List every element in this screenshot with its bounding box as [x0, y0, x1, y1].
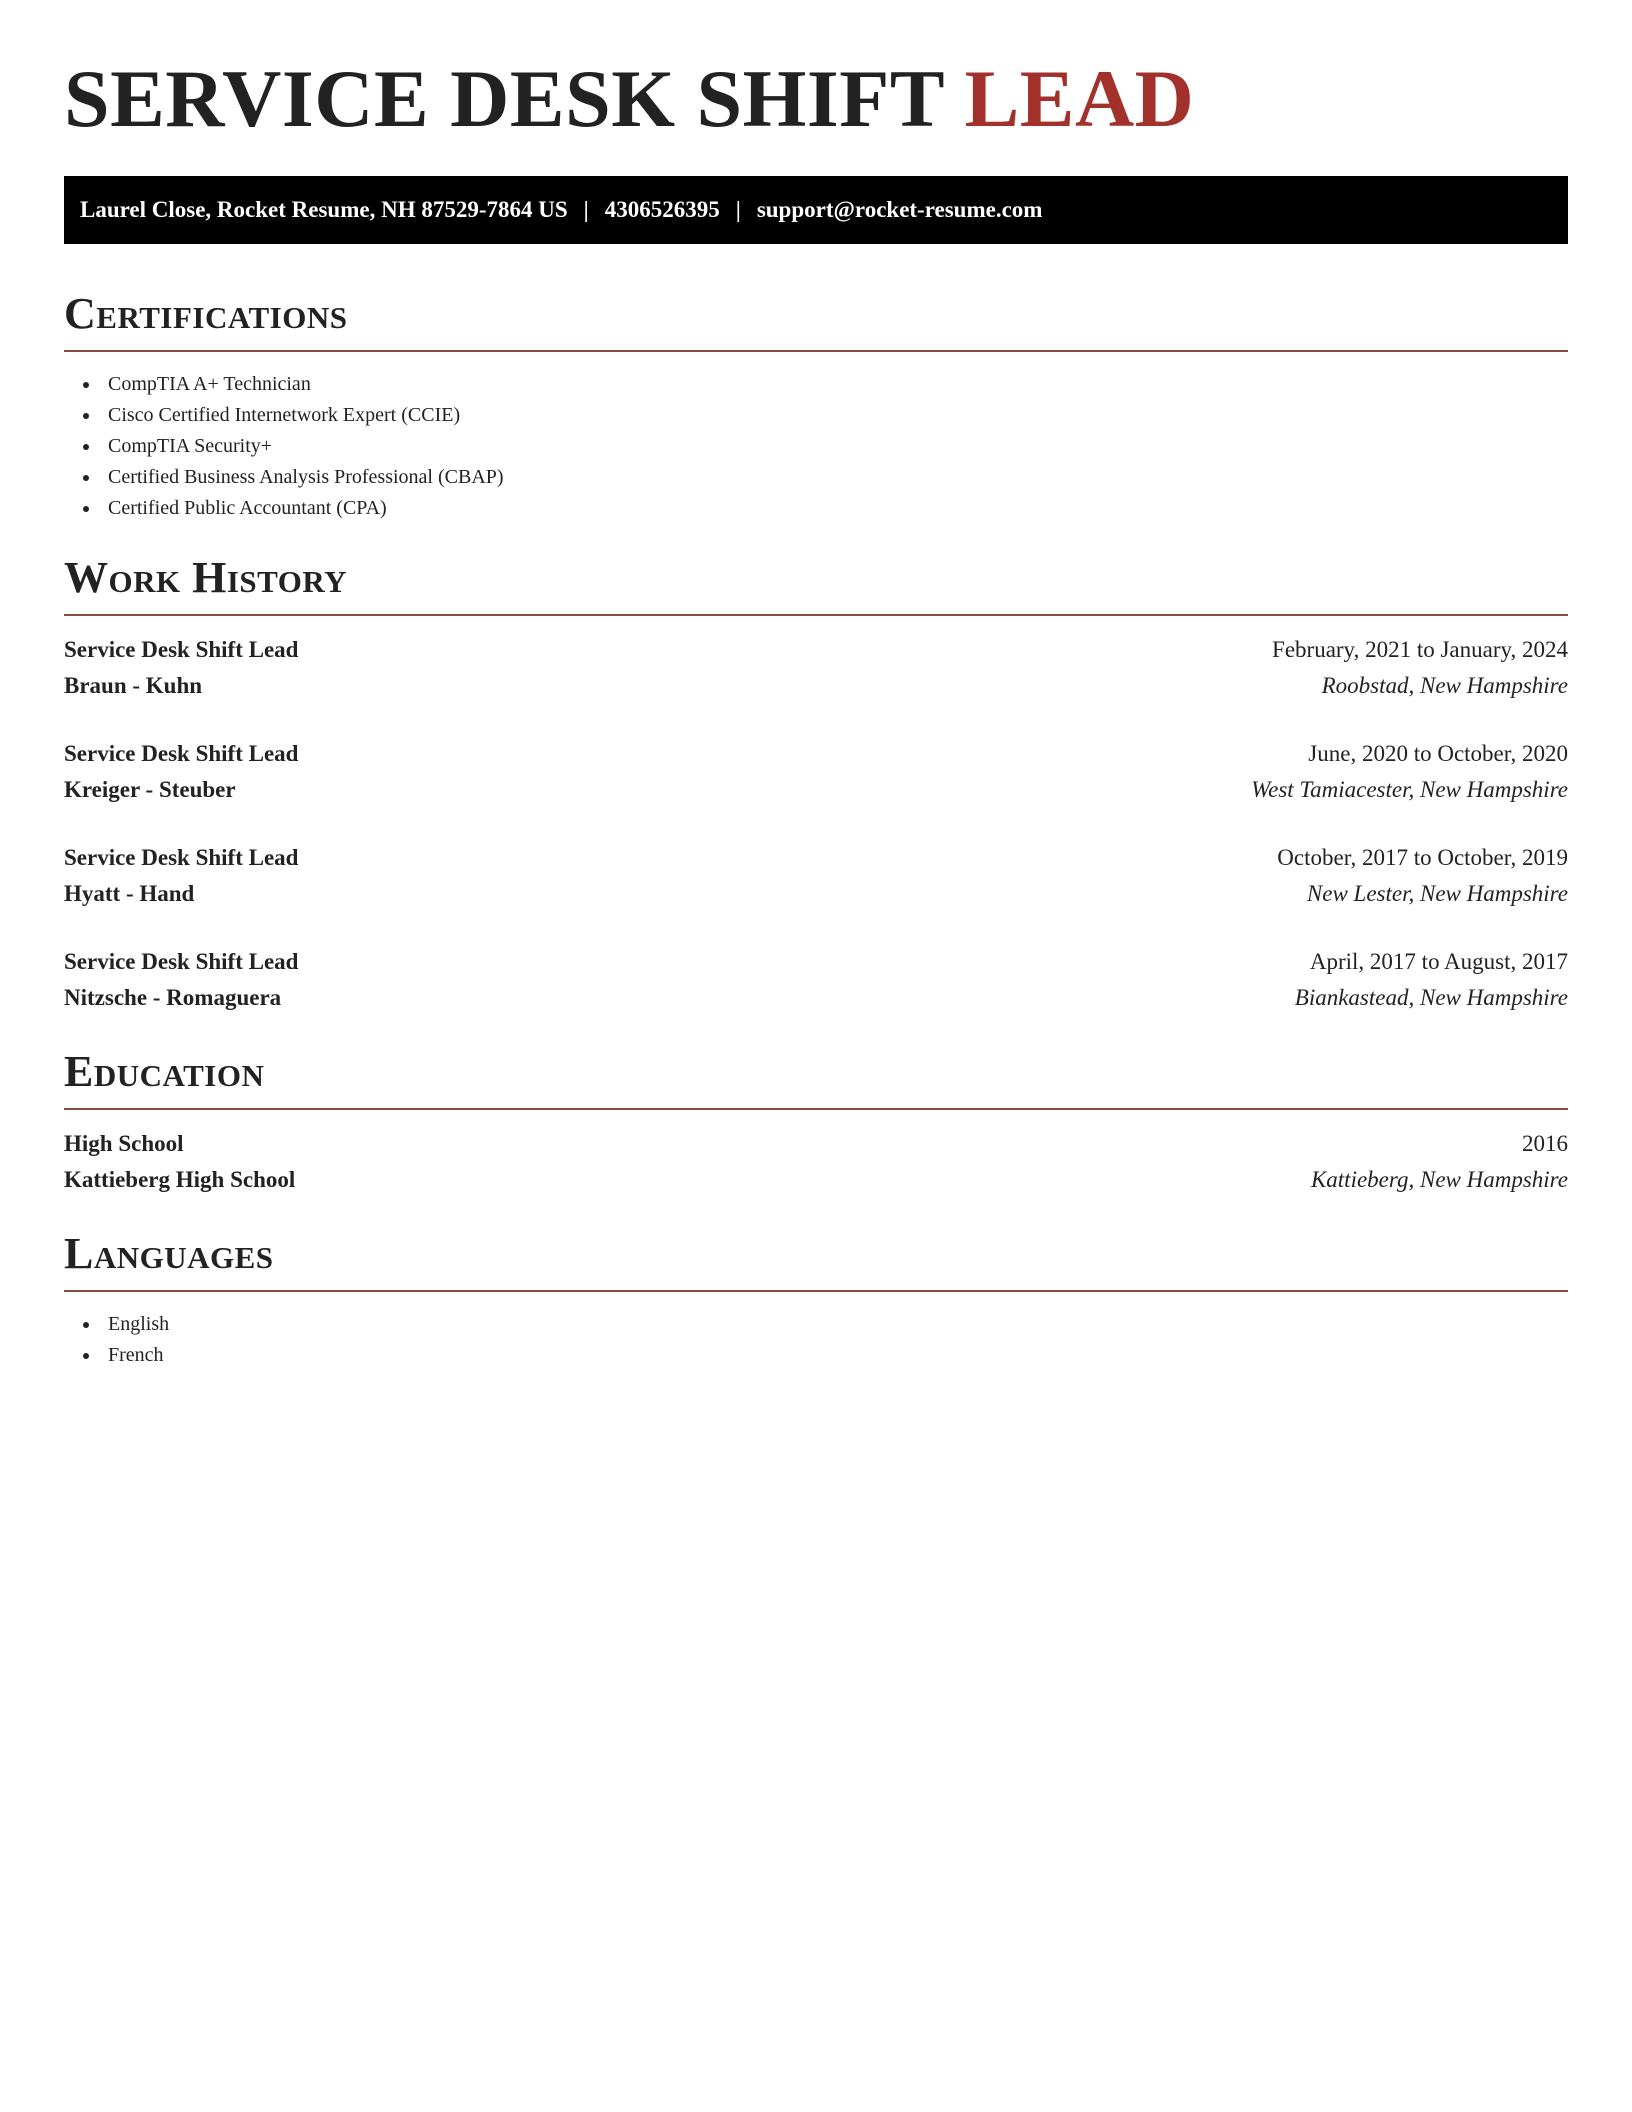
certifications-section: [64, 289, 1568, 524]
company-name: Hyatt - Hand: [64, 881, 195, 906]
list-item: French: [64, 1340, 1568, 1371]
job-location: Roobstad, New Hampshire: [1321, 673, 1568, 698]
work-entry: [64, 840, 1568, 912]
work-entry: [64, 736, 1568, 808]
company-name: Kreiger - Steuber: [64, 777, 236, 802]
list-item: Certified Public Accountant (CPA): [64, 493, 1568, 524]
job-title: Service Desk Shift Lead: [64, 637, 299, 662]
certifications-list: [64, 369, 1568, 524]
list-item: English: [64, 1309, 1568, 1340]
languages-list: [64, 1309, 1568, 1371]
job-dates: June, 2020 to October, 2020: [1308, 741, 1568, 766]
contact-email: support@rocket-resume.com: [756, 197, 1043, 222]
section-title-work-history: Work History: [64, 553, 348, 602]
job-location: West Tamiacester, New Hampshire: [1251, 777, 1568, 802]
list-item: CompTIA Security+: [64, 431, 1568, 462]
job-title: Service Desk Shift Lead: [64, 845, 299, 870]
list-item: Cisco Certified Internetwork Expert (CCIE): [64, 400, 1568, 431]
contact-separator: |: [735, 197, 741, 222]
title-accent: LEAD: [964, 53, 1195, 144]
job-dates: February, 2021 to January, 2024: [1272, 637, 1568, 662]
job-location: New Lester, New Hampshire: [1306, 881, 1568, 906]
work-entry: [64, 632, 1568, 704]
job-dates: October, 2017 to October, 2019: [1277, 845, 1568, 870]
contact-address: Laurel Close, Rocket Resume, NH 87529-7864 US: [80, 197, 568, 222]
contact-bar: [64, 176, 1568, 244]
contact-separator: |: [583, 197, 589, 222]
section-title-education: Education: [64, 1047, 265, 1096]
work-history-section: [64, 553, 1568, 1016]
job-title: Service Desk Shift Lead: [64, 741, 299, 766]
section-divider: [64, 350, 1568, 352]
section-divider: [64, 1290, 1568, 1292]
company-name: Braun - Kuhn: [64, 673, 203, 698]
school-name: Kattieberg High School: [64, 1167, 296, 1192]
list-item: Certified Business Analysis Professional (CBAP): [64, 462, 1568, 493]
company-name: Nitzsche - Romaguera: [64, 985, 282, 1010]
work-entry: [64, 944, 1568, 1016]
contact-phone: 4306526395: [604, 197, 720, 222]
education-section: [64, 1047, 1568, 1198]
school-location: Kattieberg, New Hampshire: [1310, 1167, 1568, 1192]
degree: High School: [64, 1131, 184, 1156]
job-dates: April, 2017 to August, 2017: [1309, 949, 1568, 974]
graduation-year: 2016: [1522, 1131, 1568, 1156]
resume-title: [64, 53, 1195, 144]
education-entry: [64, 1126, 1568, 1198]
job-title: Service Desk Shift Lead: [64, 949, 299, 974]
section-title-certifications: Certifications: [64, 289, 348, 338]
section-divider: [64, 1108, 1568, 1110]
section-title-languages: Languages: [64, 1229, 274, 1278]
job-location: Biankastead, New Hampshire: [1294, 985, 1568, 1010]
title-main: SERVICE DESK SHIFT: [64, 53, 944, 144]
languages-section: [64, 1229, 1568, 1371]
section-divider: [64, 614, 1568, 616]
list-item: CompTIA A+ Technician: [64, 369, 1568, 400]
